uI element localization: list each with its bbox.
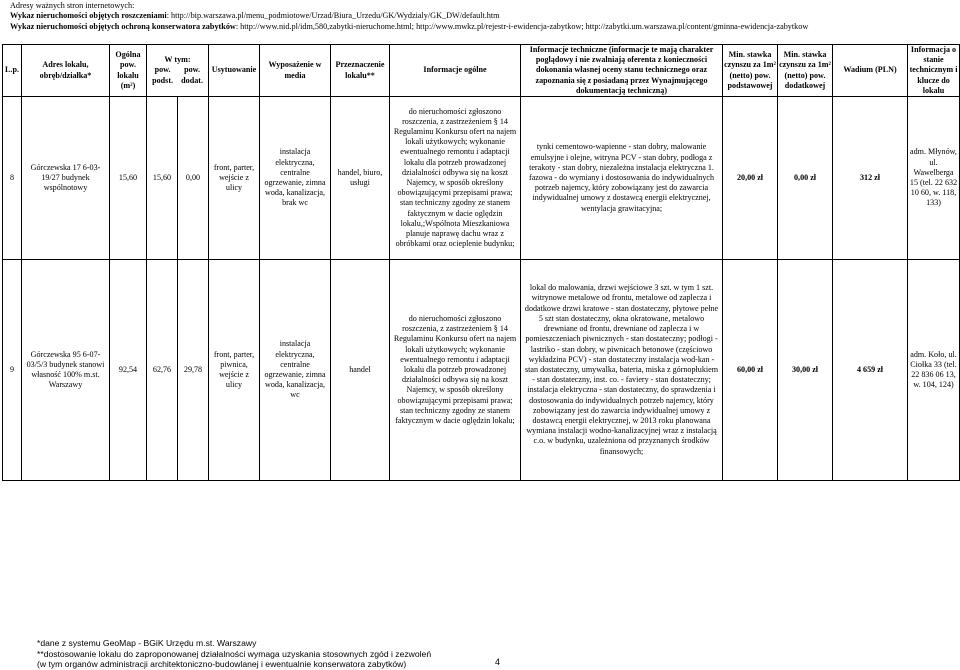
cell-technical: lokal do malowania, drzwi wejściowe 3 szt. w tym 1 szt. witrynowe metalowe od frontu, metalowe od zaplecza i dodatkowe drzwi kratowe - stan dostateczny, płytowe pełne 5 szt stan dostateczny, okna okratowane, metalowo drewniane od frontu, drewniane od zaplecza i w pomieszczeniach piwnicznych - stan dostateczny; podłogi - lastriko - stan dobry, w piwnicach betonowe (częściowo wykładzina PCV) - stan dostateczny instalacja wod-kan - stan dostateczny, umywalka, bateria, miska z górnopłukiem - stan dostateczny, inst. co. - faviery - stan dostateczny; instalacja elektryczna - stan dostateczny, do sprawdzenia i dostosowania do indywidualnych potrzeb najemcy, który zobowiązany jest do zawarcia indywidualnej umowy z dostawcą energii elektrycznej, w 2013 roku planowana wymiana instalacji wodno-kanalizacyjnej wraz z instalacją c.o. w budynku, uzależniona od przyznanych środków finansowych; <box>521 260 723 481</box>
cell-keys: adm. Koło, ul. Ciołka 33 (tel. 22 836 06 13, w. 104, 124) <box>908 260 960 481</box>
col-area-split <box>147 45 209 97</box>
footnote-authorities: (w tym organów administracji architektoniczno-budowlanej i ewentualnie konserwatora zabytków) <box>37 659 407 670</box>
col-area-extra: pow. dodat. <box>181 65 203 85</box>
cell-area-extra: 29,78 <box>178 260 209 481</box>
cell-technical: tynki cementowo-wapienne - stan dobry, malowanie emulsyjne i olejne, witryna PCV - stan dobry, podłoga z terakoty - stan dobry, niezależna instalacja elektryczna 1. fazowa - do wymiany i dostosowania do indywidualnych potrzeb najemcy, który zobowiązany jest do zawarcia indywidualnej umowy z dostawcą energii elektrycznej, wentylacja grawitacyjna; <box>521 97 723 260</box>
cell-address: Górczewska 95 6-07-03/5/3 budynek stanowi własność 100% m.st. Warszawy <box>22 260 110 481</box>
cell-area-extra: 0,00 <box>178 97 209 260</box>
col-area-basic: pow. podst. <box>152 65 174 85</box>
col-location: Usytuowanie <box>209 45 260 97</box>
cell-location: front, parter, piwnica, wejście z ulicy <box>209 260 260 481</box>
col-purpose: Przeznaczenie lokalu** <box>331 45 390 97</box>
cell-keys: adm. Młynów, ul. Wawelberga 15 (tel. 22 632 10 60, w. 118, 133) <box>908 97 960 260</box>
col-area-group: W tym: <box>164 55 191 65</box>
cell-address: Górczewska 17 6-03-19/27 budynek wspólnotowy <box>22 97 110 260</box>
claims-url[interactable]: : http://bip.warszawa.pl/menu_podmiotowe/Urzad/Biura_Urzedu/GK/Wydzialy/GK_DW/default.htm <box>166 11 500 21</box>
cell-deposit: 4 659 zł <box>833 260 908 481</box>
cell-deposit: 312 zł <box>833 97 908 260</box>
header-claims-line <box>10 11 955 21</box>
col-rate-basic: Min. stawka czynszu za 1m² (netto) pow. podstawowej <box>723 45 778 97</box>
cell-location: front, parter, wejście z ulicy <box>209 97 260 260</box>
table-blank-row <box>3 481 960 500</box>
cell-equipment: instalacja elektryczna, centralne ogrzewanie, zimna woda, kanalizacja, wc <box>260 260 331 481</box>
cell-rate-basic: 60,00 zł <box>723 260 778 481</box>
header-title: Adresy ważnych stron internetowych: <box>10 1 135 10</box>
claims-label: Wykaz nieruchomości objętych roszczeniami <box>10 11 167 21</box>
footnote-geomap: *dane z systemu GeoMap - BGiK Urzędu m.st. Warszawy <box>37 638 257 648</box>
header-monuments-line <box>10 22 955 32</box>
col-technical: Informacje techniczne (informacje te mają charakter poglądowy i nie zwalniają oferenta z konieczności dokonania własnej oceny stanu technicznego oraz zapoznania się z posiadaną przez Wynajmującego dokumentacją techniczną) <box>521 45 723 97</box>
col-general: Informacje ogólne <box>390 45 521 97</box>
cell-equipment: instalacja elektryczna, centralne ogrzewanie, zimna woda, kanalizacja, brak wc <box>260 97 331 260</box>
table-header-row <box>3 45 960 97</box>
cell-area-total: 92,54 <box>110 260 147 481</box>
cell-rate-extra: 0,00 zł <box>778 97 833 260</box>
footnote-permits: **dostosowanie lokalu do zaproponowanej działalności wymaga uzyskania stosownych zgód i zezwoleń <box>37 648 432 659</box>
cell-lp: 8 <box>3 97 22 260</box>
col-lp: L.p. <box>3 45 22 97</box>
cell-area-basic: 15,60 <box>147 97 178 260</box>
cell-area-basic: 62,76 <box>147 260 178 481</box>
cell-lp: 9 <box>3 260 22 481</box>
header-links <box>10 1 955 32</box>
col-deposit: Wadium (PLN) <box>833 45 908 97</box>
col-address: Adres lokalu, obręb/działka* <box>22 45 110 97</box>
monuments-urls[interactable]: : http://www.nid.pl/idm,580,zabytki-nieruchome.html; http://www.mwkz.pl/rejestr-i-ewidencja-zabytkow; http://zabytki.um.warszawa.pl/content/gminna-ewidencja-zabytkow <box>235 21 809 31</box>
col-equipment: Wyposażenie w media <box>260 45 331 97</box>
col-keys: Informacja o stanie technicznym i klucze do lokalu <box>908 45 960 97</box>
listings-table <box>2 44 960 499</box>
cell-purpose: handel, biuro, usługi <box>331 97 390 260</box>
table-row <box>3 97 960 260</box>
table-row <box>3 260 960 481</box>
cell-general: do nieruchomości zgłoszono roszczenia, z zastrzeżeniem § 14 Regulaminu Konkursu ofert na najem lokali użytkowych; wykonanie ewentualnego remontu i adaptacji lokalu dla potrzeb prowadzonej działalności odbywa się na koszt Najemcy, w sposób określony obowiązującymi przepisami prawa; stan techniczny zgodny ze stanem faktycznym w dacie oględzin lokalu,;Wspólnota Mieszkaniowa planuje naprawę dachu wraz z obróbkami oraz ocieplenie budynku; <box>390 97 521 260</box>
page-number: 4 <box>495 657 501 667</box>
footnotes <box>37 638 431 670</box>
cell-rate-extra: 30,00 zł <box>778 260 833 481</box>
col-rate-extra: Min. stawka czynszu za 1m² (netto) pow. dodatkowej <box>778 45 833 97</box>
cell-purpose: handel <box>331 260 390 481</box>
monuments-label: Wykaz nieruchomości objętych ochroną konserwatora zabytków <box>10 21 236 31</box>
col-area-total: Ogólna pow. lokalu (m²) <box>110 45 147 97</box>
cell-general: do nieruchomości zgłoszono roszczenia, z zastrzeżeniem § 14 Regulaminu Konkursu ofert na najem lokali użytkowych; wykonanie ewentualnego remontu i adaptacji lokalu dla potrzeb prowadzonej działalności odbywa się na koszt Najemcy, w sposób określony obowiązującymi przepisami prawa; stan techniczny zgodny ze stanem faktycznym w dacie oględzin lokalu; <box>390 260 521 481</box>
cell-area-total: 15,60 <box>110 97 147 260</box>
cell-rate-basic: 20,00 zł <box>723 97 778 260</box>
